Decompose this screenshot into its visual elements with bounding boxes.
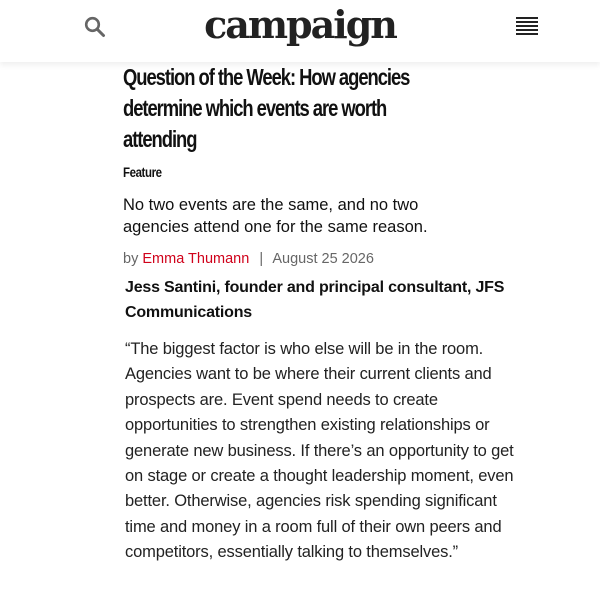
site-logo[interactable]: campaign [204,2,396,47]
article-dek: No two events are the same, and no two agencies attend one for the same reason. [123,196,428,236]
quote-attribution: Jess Santini, founder and principal consultant, JFS Communications [125,279,505,321]
author-link[interactable]: Emma Thumann [142,251,250,267]
article [123,62,518,582]
hamburger-menu-icon[interactable] [516,17,538,37]
publish-date: August 25 2026 [272,251,374,267]
article-category[interactable]: Feature [123,164,162,180]
quote-text: “The biggest factor is who else will be in the room. Agencies want to be where their current clients and prospects are. Event spend needs to create opportunities to strengthen existing relationships or generate new business. If there’s an opportunity to get on stage or create a thought leadership moment, even better. Otherwise, agencies risk spending significant time and money in a room full of their own peers and competitors, essentially talking to themselves.” [125,340,514,562]
byline-prefix: by [123,251,139,267]
byline-separator: | [259,251,264,267]
byline [123,251,518,267]
site-header [0,0,600,62]
article-headline: Question of the Week: How agencies determine which events are worth attending [123,64,410,152]
